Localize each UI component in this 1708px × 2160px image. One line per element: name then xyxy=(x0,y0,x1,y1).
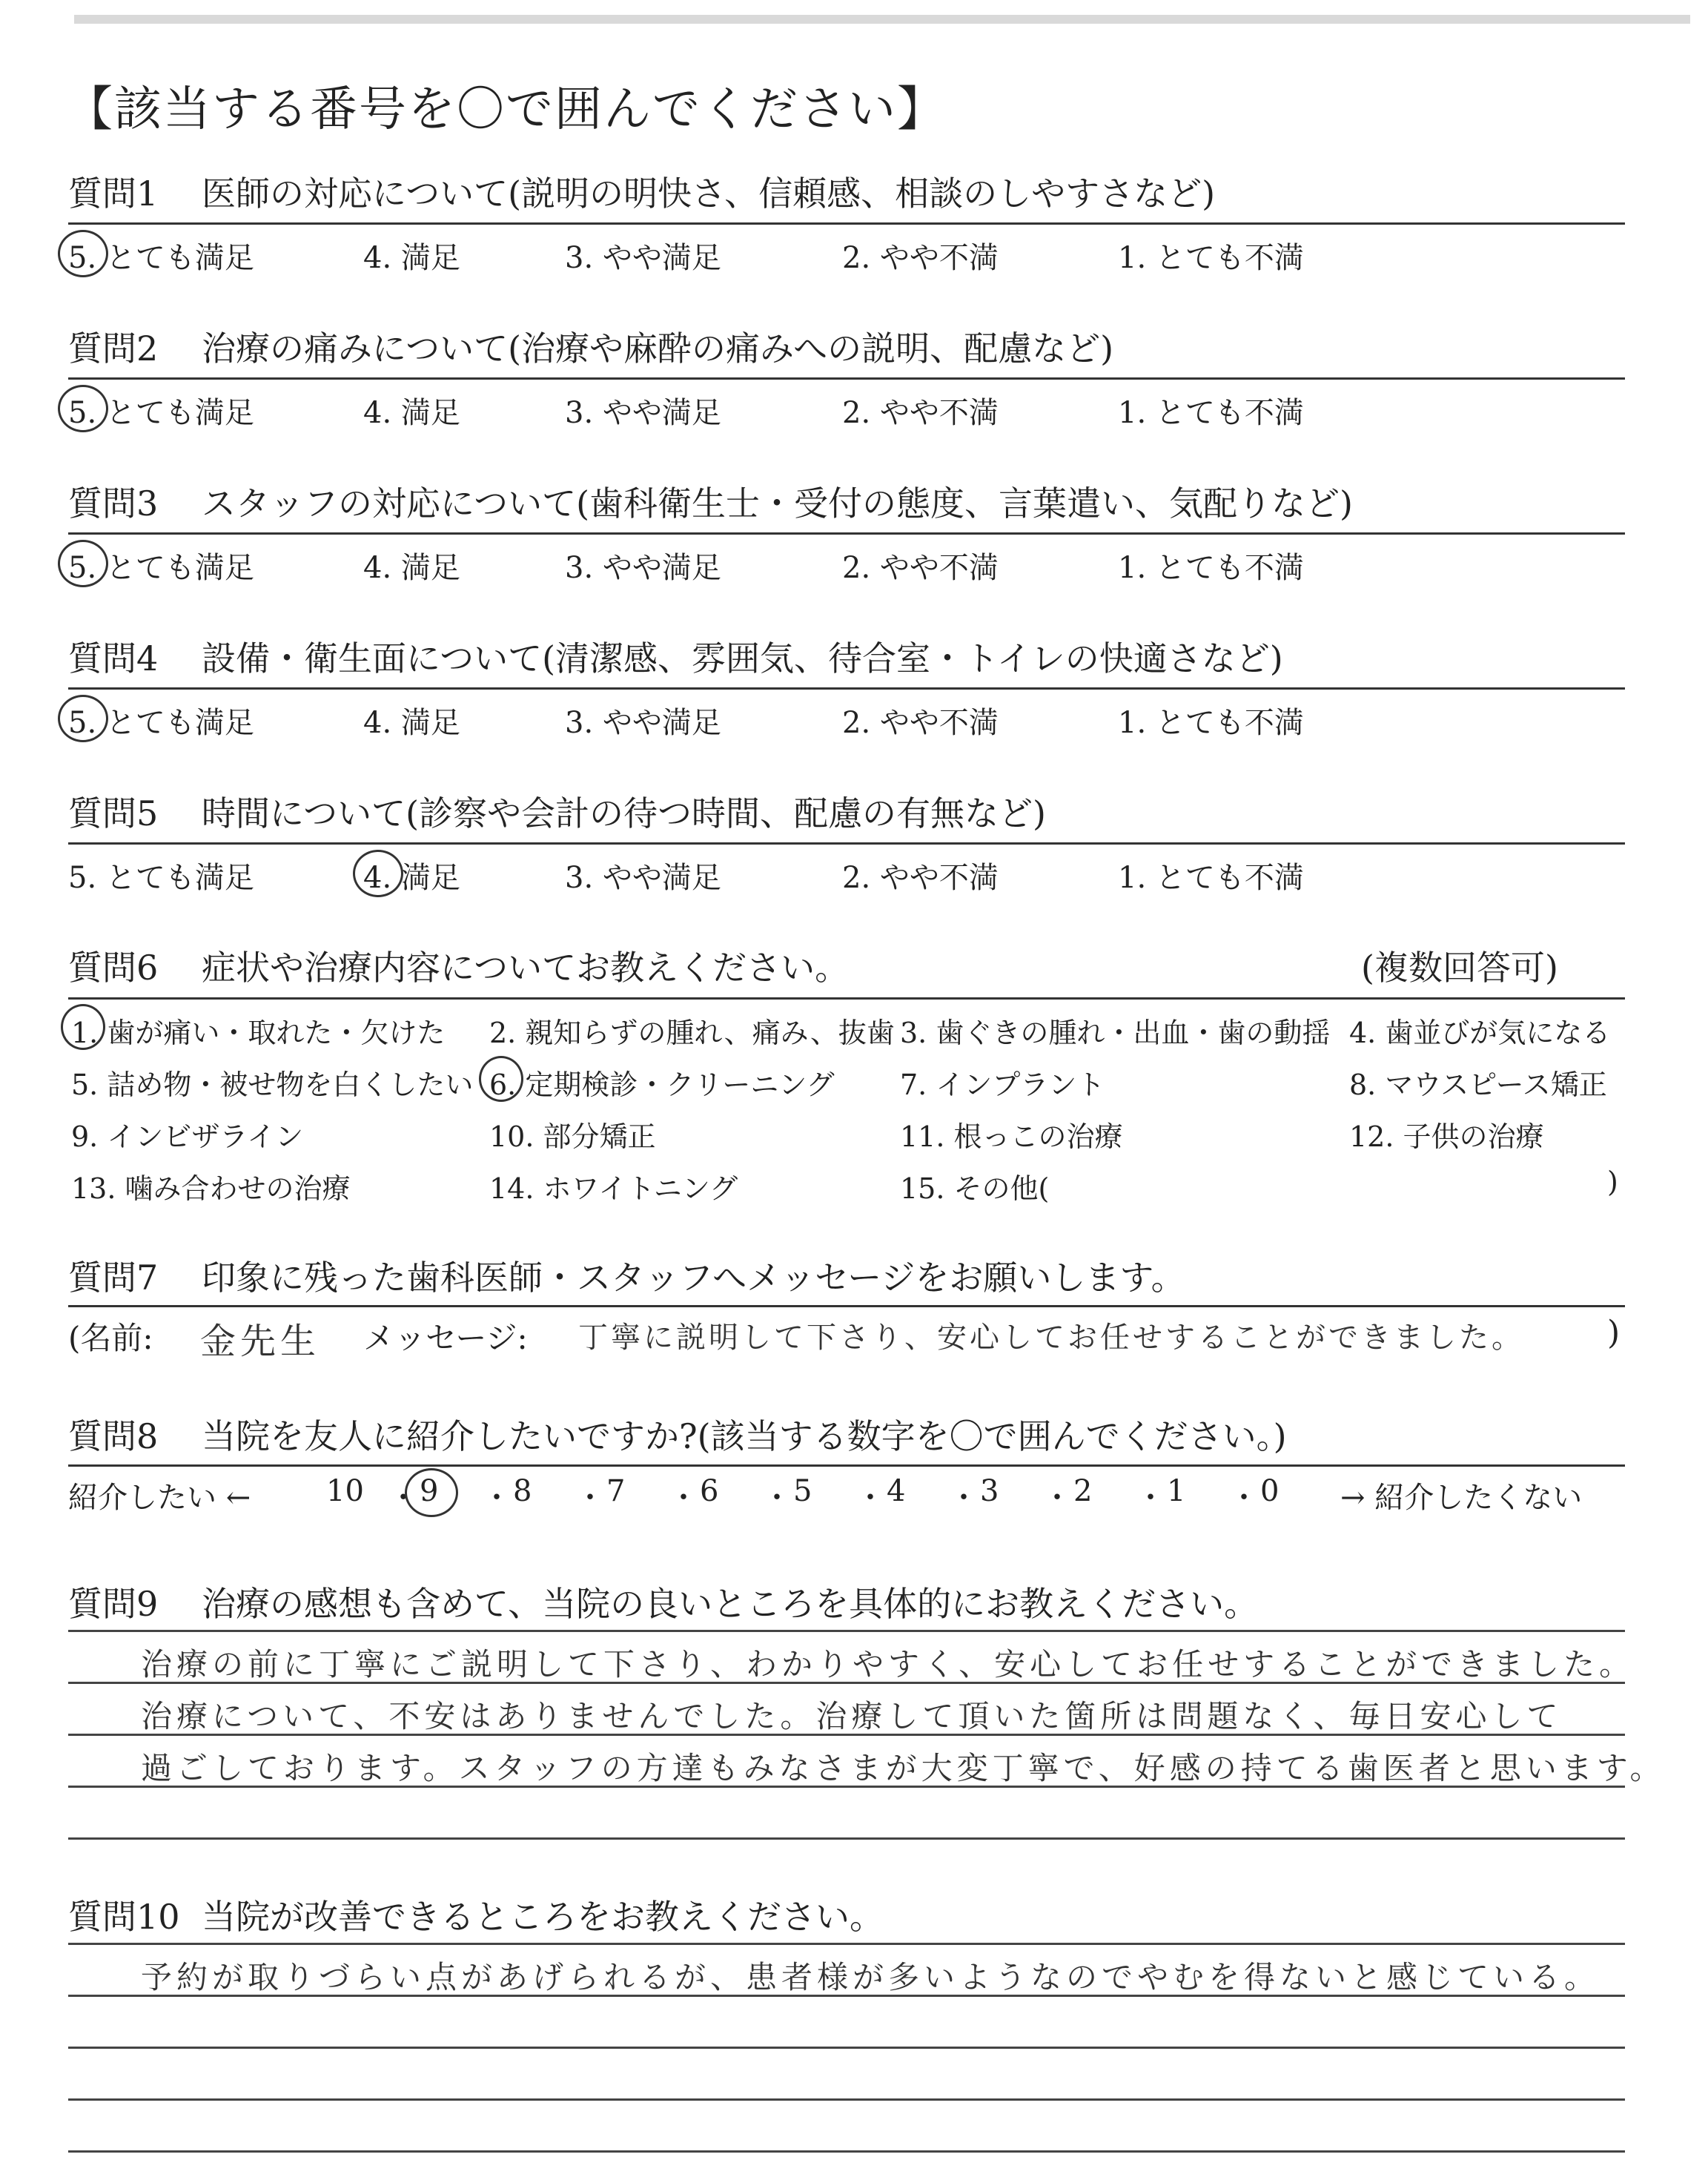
question-rule xyxy=(68,222,1625,225)
rating-option[interactable]: 3. やや満足 xyxy=(565,551,721,585)
symptom-option[interactable]: 9. インビザライン xyxy=(71,1120,304,1153)
answer-line xyxy=(68,1943,1625,1945)
rating-option[interactable]: 3. やや満足 xyxy=(565,706,721,740)
answer-line xyxy=(68,1837,1625,1840)
handwritten-answer: 治療の前に丁寧にご説明して下さり、わかりやすく、安心してお任せすることができました。 xyxy=(141,1646,1635,1682)
question-3 xyxy=(68,478,1625,529)
rating-option[interactable]: 2. やや不満 xyxy=(842,241,999,275)
question-number: 質問10 xyxy=(68,1897,180,1937)
scale-dot: ・ xyxy=(855,1481,885,1515)
symptom-option[interactable]: 8. マウスピース矯正 xyxy=(1349,1069,1607,1101)
symptom-option[interactable]: 13. 噛み合わせの治療 xyxy=(71,1172,351,1205)
selection-circle xyxy=(479,1056,523,1102)
rating-option[interactable]: 5. とても満足 xyxy=(68,551,254,585)
q7-rule xyxy=(68,1305,1625,1307)
rating-option[interactable]: 4. 満足 xyxy=(363,396,460,430)
question-number: 質問6 xyxy=(68,948,159,988)
symptom-option[interactable]: 2. 親知らずの腫れ、痛み、抜歯 xyxy=(489,1017,895,1049)
handwritten-answer: 予約が取りづらい点があげられるが、患者様が多いようなのでやむを得ないと感じている。 xyxy=(141,1959,1601,1995)
question-number: 質問2 xyxy=(68,328,159,369)
question-text: 時間について(診察や会計の待つ時間、配慮の有無など) xyxy=(202,793,1046,833)
question-rule xyxy=(68,687,1625,690)
answer-line xyxy=(68,2047,1625,2049)
question-1 xyxy=(68,168,1625,219)
question-9 xyxy=(68,1578,1625,1630)
question-number: 質問4 xyxy=(68,638,159,678)
rating-option[interactable]: 2. やや不満 xyxy=(842,551,999,585)
scale-left-label: 紹介したい ← xyxy=(68,1481,251,1515)
name-label: (名前: xyxy=(68,1320,153,1356)
question-number: 質問7 xyxy=(68,1258,159,1298)
scale-value[interactable]: 10 xyxy=(326,1474,364,1508)
question-text: 医師の対応について(説明の明快さ、信頼感、相談のしやすさなど) xyxy=(202,174,1216,214)
answer-line xyxy=(68,1630,1625,1632)
scale-value[interactable]: 2 xyxy=(1073,1474,1093,1508)
selection-circle xyxy=(58,385,108,432)
rating-option[interactable]: 1. とても不満 xyxy=(1118,861,1304,895)
question-text: 症状や治療内容についてお教えください。 xyxy=(202,948,850,988)
scale-value[interactable]: 1 xyxy=(1167,1474,1186,1508)
question-text: 当院を友人に紹介したいですか?(該当する数字を〇で囲んでください。) xyxy=(202,1416,1287,1456)
scale-dot: ・ xyxy=(575,1481,605,1515)
scale-dot: ・ xyxy=(482,1481,512,1515)
rating-option[interactable]: 1. とても不満 xyxy=(1118,396,1304,430)
scale-dot: ・ xyxy=(388,1481,418,1515)
question-2 xyxy=(68,323,1625,374)
question-5 xyxy=(68,787,1625,839)
rating-option[interactable]: 5. とても満足 xyxy=(68,241,254,275)
question-text: 当院が改善できるところをお教えください。 xyxy=(202,1897,884,1937)
rating-option[interactable]: 4. 満足 xyxy=(363,706,460,740)
selection-circle xyxy=(61,1004,105,1050)
scale-dot: ・ xyxy=(669,1481,698,1515)
scale-value[interactable]: 5 xyxy=(793,1474,812,1508)
q8-rule xyxy=(68,1464,1625,1467)
symptom-option[interactable]: 12. 子供の治療 xyxy=(1349,1120,1544,1153)
question-text: 治療の痛みについて(治療や麻酔の痛みへの説明、配慮など) xyxy=(202,328,1114,369)
selection-circle xyxy=(405,1468,458,1517)
symptom-option[interactable]: ) xyxy=(1607,1166,1618,1198)
rating-option[interactable]: 1. とても不満 xyxy=(1118,706,1304,740)
question-rule xyxy=(68,842,1625,845)
question-number: 質問9 xyxy=(68,1584,159,1624)
scale-value[interactable]: 7 xyxy=(606,1474,626,1508)
question-rule xyxy=(68,377,1625,380)
rating-option[interactable]: 1. とても不満 xyxy=(1118,241,1304,275)
selection-circle xyxy=(58,540,108,587)
selection-circle xyxy=(353,850,403,897)
scale-dot: ・ xyxy=(762,1481,792,1515)
symptom-option[interactable]: 4. 歯並びが気になる xyxy=(1349,1017,1611,1049)
symptom-option[interactable]: 3. 歯ぐきの腫れ・出血・歯の動揺 xyxy=(900,1017,1331,1049)
scale-dot: ・ xyxy=(1136,1481,1165,1515)
question-4 xyxy=(68,633,1625,684)
symptom-option[interactable]: 15. その他( xyxy=(900,1172,1050,1205)
question-text: 印象に残った歯科医師・スタッフへメッセージをお願いします。 xyxy=(202,1258,1185,1298)
page-title: 【該当する番号を〇で囲んでください】 xyxy=(65,82,946,137)
selection-circle xyxy=(58,695,108,742)
question-number: 質問3 xyxy=(68,483,159,524)
rating-option[interactable]: 3. やや満足 xyxy=(565,396,721,430)
question-8 xyxy=(68,1410,1625,1462)
scale-dot: ・ xyxy=(1042,1481,1072,1515)
rating-option[interactable]: 2. やや不満 xyxy=(842,396,999,430)
symptom-option[interactable]: 10. 部分矯正 xyxy=(489,1120,656,1153)
name-value: 金先生 xyxy=(200,1321,321,1362)
question-number: 質問5 xyxy=(68,793,159,833)
rating-option[interactable]: 5. とても満足 xyxy=(68,706,254,740)
scale-dot: ・ xyxy=(1229,1481,1259,1515)
symptom-option[interactable]: 1. 歯が痛い・取れた・欠けた xyxy=(71,1017,446,1049)
rating-option[interactable]: 4. 満足 xyxy=(363,551,460,585)
scale-dot: ・ xyxy=(949,1481,979,1515)
selection-circle xyxy=(58,230,108,277)
q6-rule xyxy=(68,997,1625,1000)
question-number: 質問1 xyxy=(68,174,159,214)
closing-paren: ) xyxy=(1607,1314,1621,1352)
multiple-answer-note: (複数回答可) xyxy=(1361,948,1558,988)
message-label: メッセージ: xyxy=(363,1320,528,1356)
top-border xyxy=(74,15,1690,24)
symptom-option[interactable]: 5. 詰め物・被せ物を白くしたい xyxy=(71,1069,474,1101)
scale-value[interactable]: 6 xyxy=(700,1474,719,1508)
symptom-option[interactable]: 7. インプラント xyxy=(900,1069,1105,1101)
symptom-option[interactable]: 6. 定期検診・クリーニング xyxy=(489,1069,835,1101)
rating-option[interactable]: 1. とても不満 xyxy=(1118,551,1304,585)
question-rule xyxy=(68,532,1625,535)
question-text: スタッフの対応について(歯科衛生士・受付の態度、言葉遣い、気配りなど) xyxy=(202,483,1353,524)
rating-option[interactable]: 5. とても満足 xyxy=(68,396,254,430)
question-text: 設備・衛生面について(清潔感、雰囲気、待合室・トイレの快適さなど) xyxy=(202,638,1283,678)
scale-value[interactable]: 8 xyxy=(513,1474,532,1508)
symptom-option[interactable]: 14. ホワイトニング xyxy=(489,1172,738,1205)
question-10 xyxy=(68,1891,1625,1943)
question-7 xyxy=(68,1252,1625,1304)
rating-option[interactable]: 2. やや不満 xyxy=(842,706,999,740)
question-number: 質問8 xyxy=(68,1416,159,1456)
handwritten-answer: 過ごしております。スタッフの方達もみなさまが大変丁寧で、好感の持てる歯医者と思います。 xyxy=(141,1750,1666,1786)
handwritten-answer: 治療について、不安はありませんでした。治療して頂いた箇所は問題なく、毎日安心して xyxy=(141,1698,1563,1734)
rating-option[interactable]: 3. やや満足 xyxy=(565,241,721,275)
rating-option[interactable]: 4. 満足 xyxy=(363,241,460,275)
rating-option[interactable]: 3. やや満足 xyxy=(565,861,721,895)
message-value: 丁寧に説明して下さり、安心してお任せすることができました。 xyxy=(578,1321,1524,1355)
question-text: 治療の感想も含めて、当院の良いところを具体的にお教えください。 xyxy=(202,1584,1259,1624)
rating-option[interactable]: 4. 満足 xyxy=(363,861,460,895)
scale-value[interactable]: 0 xyxy=(1260,1474,1280,1508)
answer-line xyxy=(68,2150,1625,2153)
scale-right-label: → 紹介したくない xyxy=(1340,1481,1583,1515)
answer-line xyxy=(68,2098,1625,2101)
scale-value[interactable]: 4 xyxy=(887,1474,906,1508)
scale-value[interactable]: 9 xyxy=(420,1474,439,1508)
rating-option[interactable]: 2. やや不満 xyxy=(842,861,999,895)
rating-option[interactable]: 5. とても満足 xyxy=(68,861,254,895)
symptom-option[interactable]: 11. 根っこの治療 xyxy=(900,1120,1123,1153)
scale-value[interactable]: 3 xyxy=(980,1474,999,1508)
